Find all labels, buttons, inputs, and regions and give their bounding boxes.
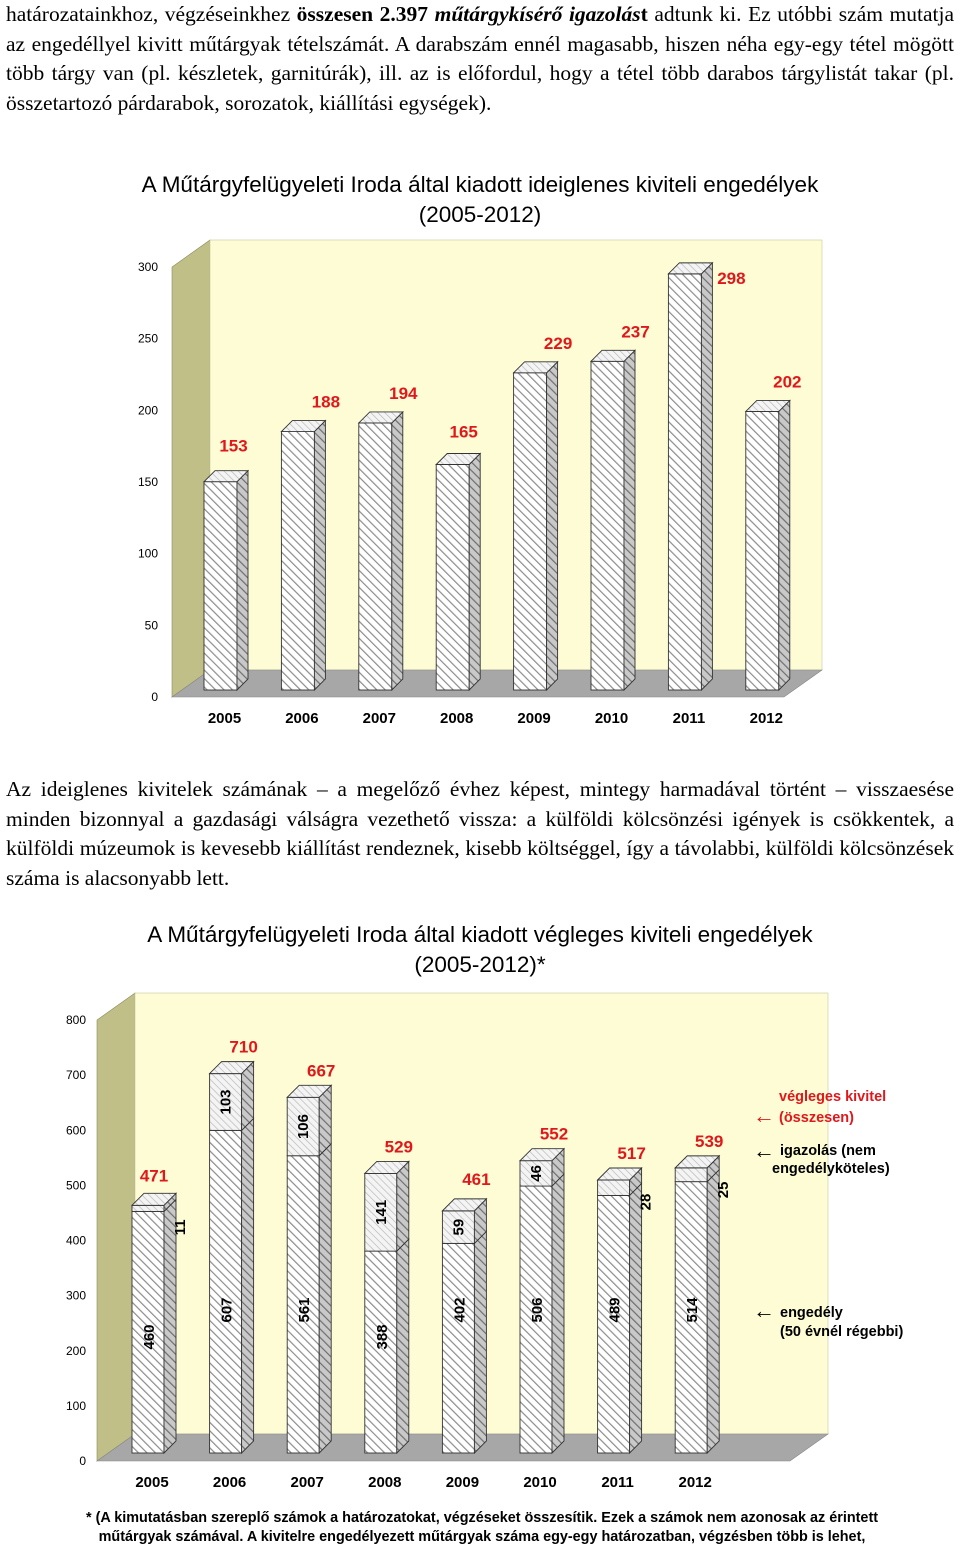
y-tick-label: 0 xyxy=(79,1454,86,1468)
total-label: 517 xyxy=(617,1144,646,1164)
igazolas-label: 25 xyxy=(715,1181,733,1199)
bar-engedely-front xyxy=(442,1243,474,1453)
x-tick-label: 2007 xyxy=(290,1474,324,1491)
total-label: 667 xyxy=(307,1061,336,1081)
bar-engedely-side xyxy=(707,1170,719,1453)
x-tick-label: 2011 xyxy=(601,1474,634,1491)
bar-igazolas-front xyxy=(598,1180,630,1195)
bar-engedely-side xyxy=(242,1118,254,1453)
intro-bold-italic: műtárgykísérő igazolás xyxy=(434,2,641,26)
x-tick-label: 2006 xyxy=(212,1474,247,1491)
x-tick-label: 2006 xyxy=(285,710,319,727)
bar-engedely-side xyxy=(474,1231,486,1453)
y-tick-label: 500 xyxy=(65,1178,86,1193)
y-tick-label: 100 xyxy=(65,1398,86,1413)
total-label: 539 xyxy=(695,1131,724,1151)
total-label: 710 xyxy=(229,1037,258,1057)
data-label: 237 xyxy=(621,322,650,342)
bar-engedely-front xyxy=(365,1251,397,1453)
data-label: 229 xyxy=(543,333,573,353)
legend-igazolas-line1: igazolás (nem xyxy=(780,1143,876,1159)
legend-arrow: ← xyxy=(753,1103,775,1128)
total-label: 471 xyxy=(139,1166,169,1186)
igazolas-label: 11 xyxy=(172,1219,189,1236)
y-tick-label: 0 xyxy=(151,690,158,704)
intro-text-2: adtunk ki. Ez utóbbi szám mutatja az engedéllyel kivitt műtárgyak tételszámát. A darabszám ennél magasabb, hiszen néha egy-egy tétel mögött több tárgy van (pl. készletek, garnitúrák), ill. az is előfordul, hogy a tétel több darabos tárgylistát takar (pl. összetartozó párdarabok, sorozatok, kiállítási egységek). xyxy=(6,2,955,115)
igazolas-label: 46 xyxy=(528,1165,545,1182)
data-label: 194 xyxy=(389,383,418,403)
x-tick-label: 2010 xyxy=(523,1474,557,1491)
x-tick-label: 2010 xyxy=(594,710,629,727)
data-label: 165 xyxy=(449,422,478,442)
bar-engedely-side xyxy=(397,1239,409,1453)
chart1-title-line2: (2005-2012) xyxy=(418,202,542,227)
legend-total-line2: (összesen) xyxy=(779,1110,854,1126)
y-tick-label: 150 xyxy=(137,475,158,489)
x-tick-label: 2008 xyxy=(440,710,474,727)
x-tick-label: 2009 xyxy=(517,710,551,727)
legend-total-line1: végleges kivitel xyxy=(779,1089,887,1105)
footnote-line1: * (A kimutatásban szereplő számok a határozatokat, végzéseket összesítik. Ezek a számok nem azonosak az érintett xyxy=(85,1510,879,1526)
intro-bold-2: t xyxy=(640,2,648,26)
bar-engedely-side xyxy=(319,1144,331,1453)
bar-engedely-front xyxy=(598,1195,630,1453)
y-tick-label: 250 xyxy=(137,331,158,346)
y-tick-label: 100 xyxy=(137,546,158,561)
bar-engedely-front xyxy=(210,1130,242,1453)
y-tick-label: 700 xyxy=(65,1068,86,1083)
data-label: 188 xyxy=(311,392,341,412)
bar-engedely-side xyxy=(552,1174,564,1453)
bar-igazolas-side xyxy=(397,1161,409,1251)
data-label: 153 xyxy=(219,436,248,456)
x-tick-label: 2008 xyxy=(368,1474,402,1491)
x-tick-label: 2011 xyxy=(672,710,706,727)
bar-engedely-side xyxy=(164,1199,176,1453)
x-tick-label: 2005 xyxy=(207,710,242,727)
side-wall xyxy=(97,993,135,1461)
x-tick-label: 2007 xyxy=(362,710,396,727)
bar-igazolas-front xyxy=(132,1205,164,1211)
y-tick-label: 50 xyxy=(144,618,158,633)
engedely-label: 489 xyxy=(606,1297,624,1323)
total-label: 552 xyxy=(539,1124,569,1144)
engedely-label: 514 xyxy=(684,1297,702,1323)
igazolas-label: 28 xyxy=(637,1193,655,1211)
x-tick-label: 2012 xyxy=(678,1474,712,1491)
y-tick-label: 600 xyxy=(65,1123,86,1138)
engedely-label: 561 xyxy=(296,1297,314,1323)
x-tick-label: 2009 xyxy=(445,1474,480,1491)
y-tick-label: 400 xyxy=(65,1233,86,1248)
x-tick-label: 2012 xyxy=(749,710,783,727)
engedely-label: 506 xyxy=(529,1297,546,1323)
intro-bold-1: összesen 2.397 xyxy=(296,2,435,26)
footnote xyxy=(10,1509,954,1547)
legend-arrow: ← xyxy=(753,1298,775,1323)
bar-igazolas-front xyxy=(675,1168,707,1182)
data-label: 298 xyxy=(717,268,746,288)
x-tick-label: 2005 xyxy=(135,1474,169,1491)
engedely-label: 460 xyxy=(141,1324,158,1350)
legend-igazolas-line2: engedélyköteles) xyxy=(772,1161,890,1177)
chart2-title-line2: (2005-2012)* xyxy=(414,952,546,977)
engedely-label: 388 xyxy=(373,1324,391,1350)
chart1-title-line1: A Műtárgyfelügyeleti Iroda által kiadott ideiglenes kiviteli engedélyek xyxy=(141,172,819,197)
intro-text-1: határozatainkhoz, végzéseinkhez xyxy=(6,2,297,26)
y-tick-label: 800 xyxy=(65,1013,86,1027)
engedely-label: 402 xyxy=(451,1297,469,1323)
legend-engedely-line2: (50 évnél régebbi) xyxy=(780,1324,904,1340)
y-tick-label: 300 xyxy=(137,260,158,274)
total-label: 461 xyxy=(462,1169,491,1189)
bar-engedely-side xyxy=(630,1183,642,1453)
middle-text: Az ideiglenes kivitelek számának – a megelőző évhez képest, mintegy harmadával történt – visszaesése minden bizonnyal a gazdasági válságra vezethető vissza: a külföldi kölcsönzési igények is csökkentek, a külföldi múzeumok is kevesebb kiállítást rendeznek, kisebb költséggel, így a távolabbi, külföldi kölcsönzések száma is alacsonyabb lett. xyxy=(6,777,954,890)
igazolas-label: 59 xyxy=(450,1218,468,1236)
engedely-label: 607 xyxy=(218,1297,236,1323)
legend-arrow: ← xyxy=(753,1138,775,1163)
igazolas-label: 141 xyxy=(372,1199,390,1225)
y-tick-label: 200 xyxy=(65,1343,86,1358)
chart2-title-line1: A Műtárgyfelügyeleti Iroda által kiadott végleges kiviteli engedélyek xyxy=(147,922,813,947)
total-label: 529 xyxy=(384,1137,413,1157)
igazolas-label: 106 xyxy=(295,1114,313,1140)
igazolas-label: 103 xyxy=(217,1089,235,1115)
legend-engedely-line1: engedély xyxy=(780,1305,843,1321)
y-tick-label: 200 xyxy=(137,403,158,418)
footnote-line2: műtárgyak számával. A kivitelre engedélyezett műtárgyak száma egy-egy határozatban, végzésben több is lehet, xyxy=(98,1529,866,1545)
y-tick-label: 300 xyxy=(65,1288,86,1303)
data-label: 202 xyxy=(773,372,802,392)
